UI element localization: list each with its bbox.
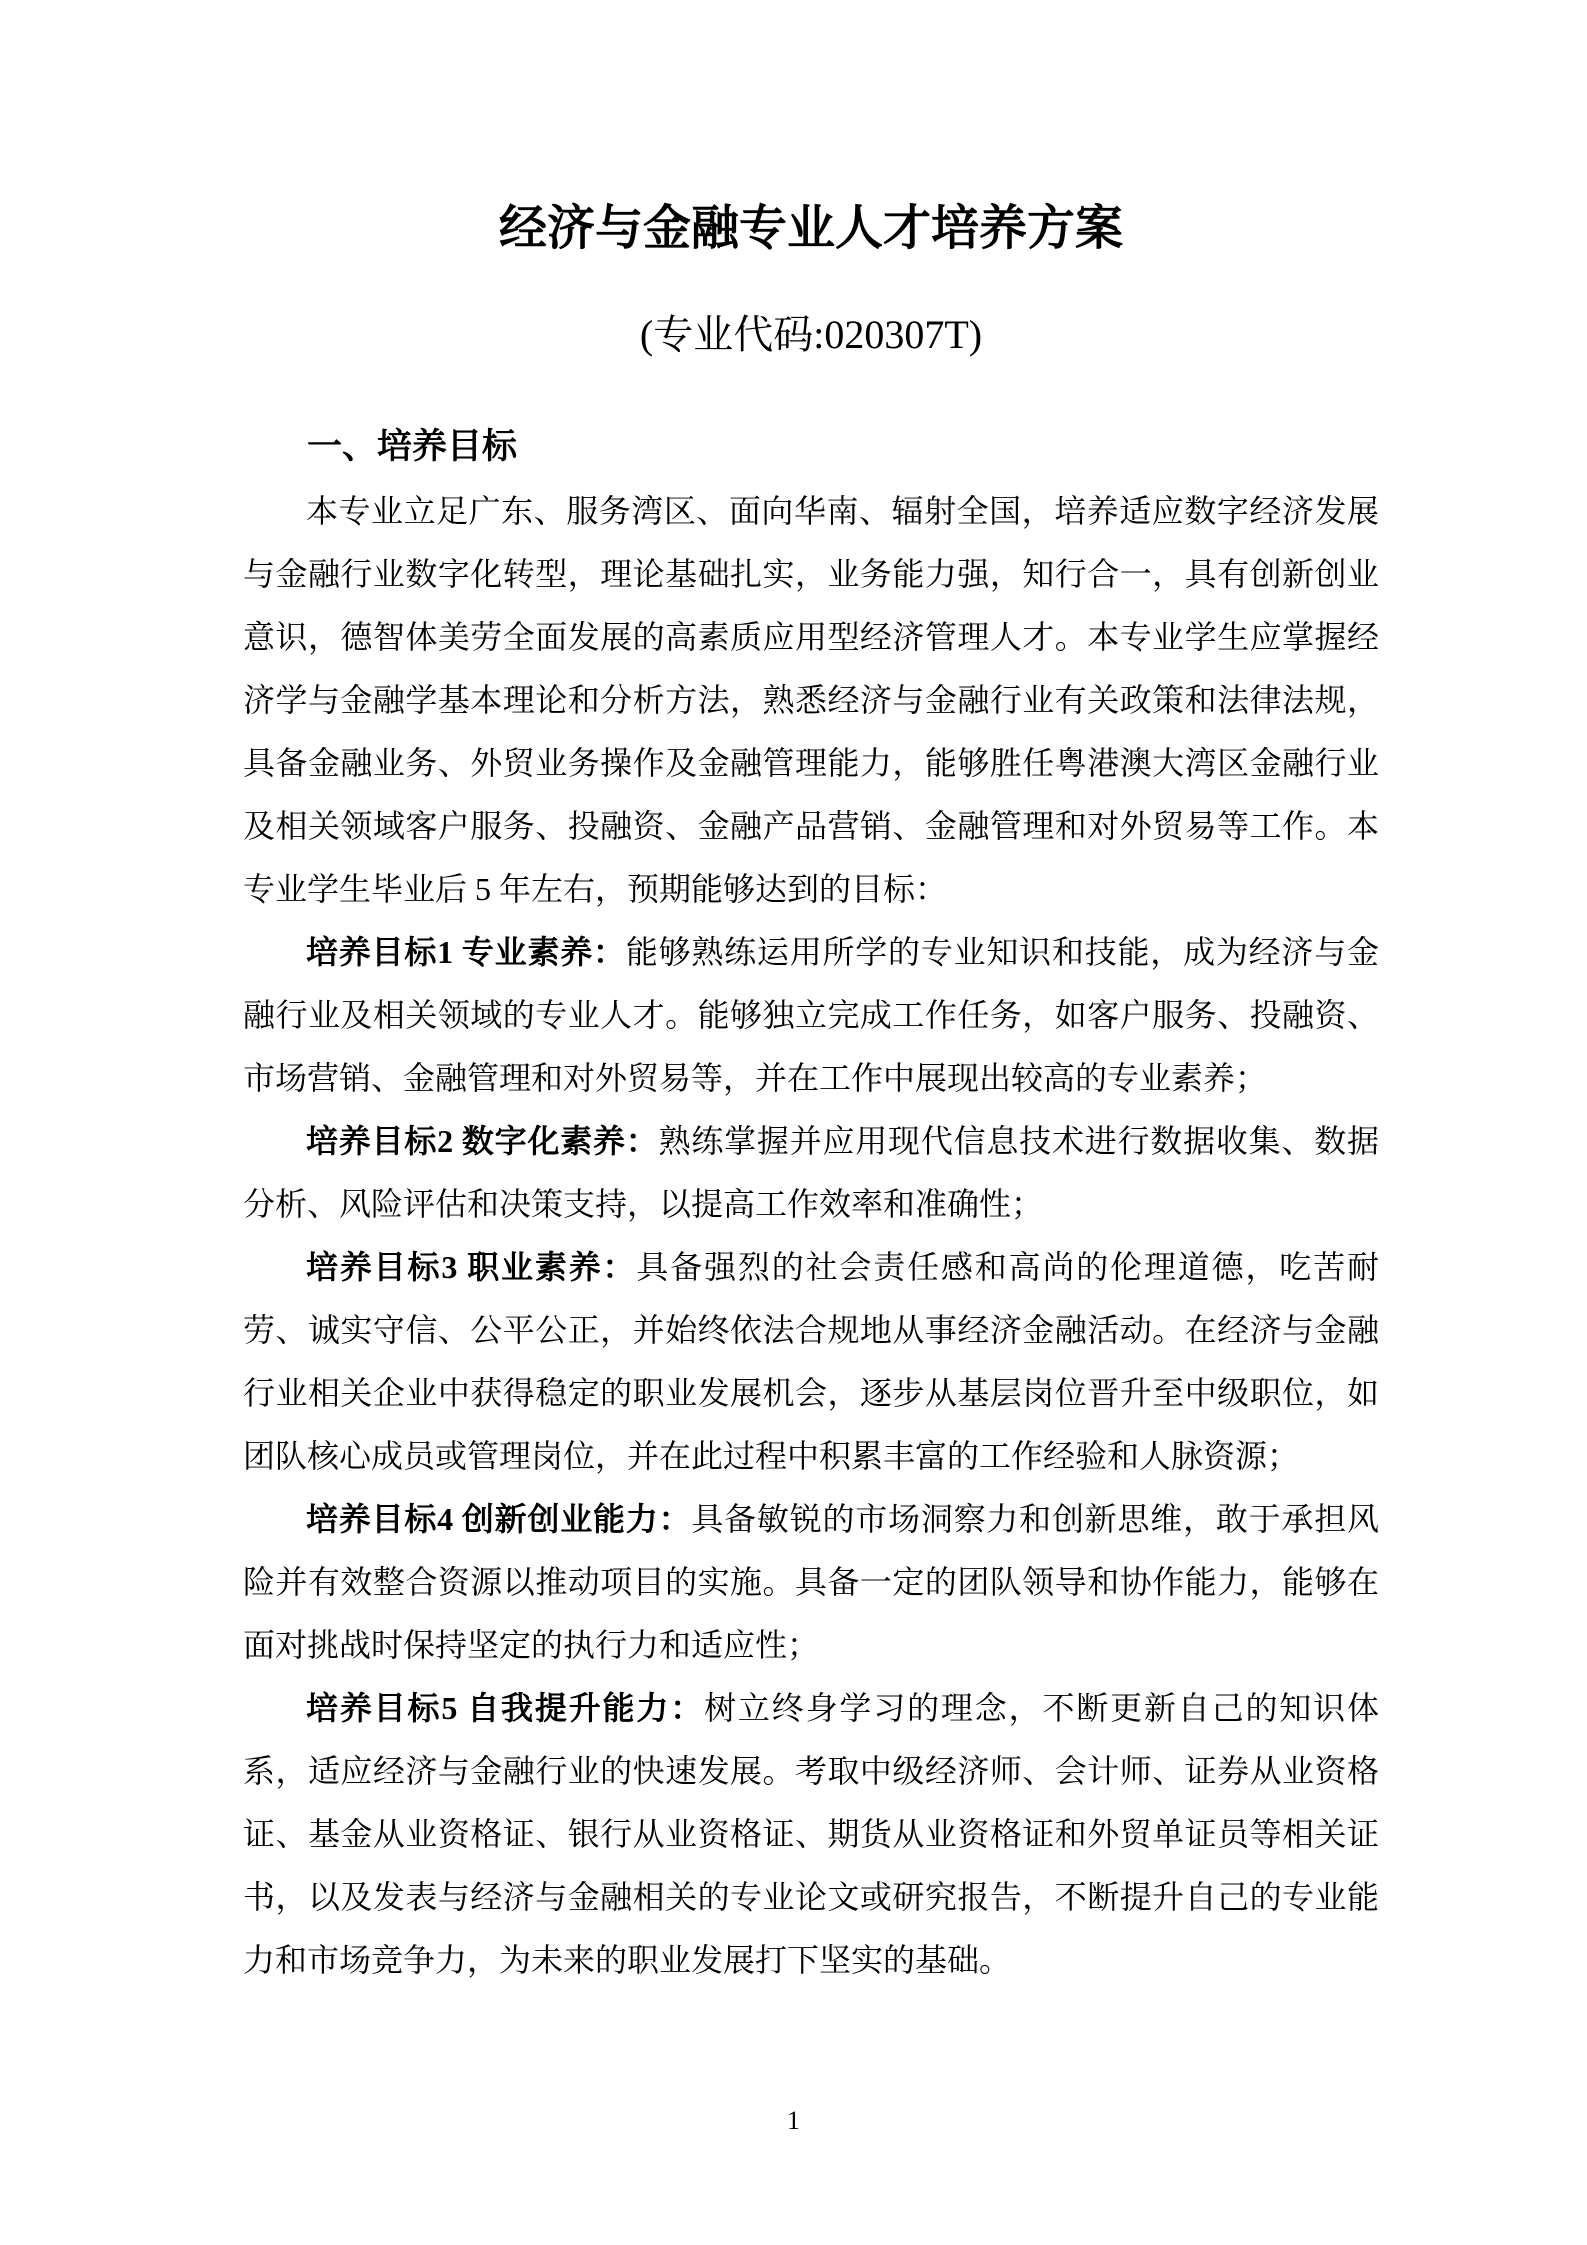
document-content [243, 0, 1379, 1992]
goal-3-text: 具备强烈的社会责任感和高尚的伦理道德，吃苦耐劳、诚实守信、公平公正，并始终依法合规地从事经济金融活动。在经济与金融行业相关企业中获得稳定的职业发展机会，逐步从基层岗位晋升至中级职位，如团队核心成员或管理岗位，并在此过程中积累丰富的工作经验和人脉资源； [243, 1249, 1379, 1474]
goal-1-lead: 培养目标1 专业素养： [306, 934, 626, 970]
intro-paragraph: 本专业立足广东、服务湾区、面向华南、辐射全国，培养适应数字经济发展与金融行业数字化转型，理论基础扎实，业务能力强，知行合一，具有创新创业意识，德智体美劳全面发展的高素质应用型经济管理人才。本专业学生应掌握经济学与金融学基本理论和分析方法，熟悉经济与金融行业有关政策和法律法规，具备金融业务、外贸业务操作及金融管理能力，能够胜任粤港澳大湾区金融行业及相关领域客户服务、投融资、金融产品营销、金融管理和对外贸易等工作。本专业学生毕业后 5 年左右，预期能够达到的目标： [243, 493, 1379, 907]
goal-3-lead: 培养目标3 职业素养： [306, 1249, 637, 1285]
goal-paragraph-1 [243, 921, 1379, 1110]
goal-paragraph-3 [243, 1236, 1379, 1488]
goal-5-text: 树立终身学习的理念，不断更新自己的知识体系，适应经济与金融行业的快速发展。考取中级经济师、会计师、证券从业资格证、基金从业资格证、银行从业资格证、期货从业资格证和外贸单证员等相关证书，以及发表与经济与金融相关的专业论文或研究报告，不断提升自己的专业能力和市场竞争力，为未来的职业发展打下坚实的基础。 [243, 1690, 1379, 1978]
goal-2-text: 熟练掌握并应用现代信息技术进行数据收集、数据分析、风险评估和决策支持，以提高工作效率和准确性； [243, 1123, 1379, 1222]
section-heading-training-objectives: 一、培养目标 [307, 427, 518, 466]
goal-paragraph-4 [243, 1488, 1379, 1677]
goal-4-text: 具备敏锐的市场洞察力和创新思维，敢于承担风险并有效整合资源以推动项目的实施。具备一定的团队领导和协作能力，能够在面对挑战时保持坚定的执行力和适应性； [243, 1501, 1379, 1663]
goal-2-lead: 培养目标2 数字化素养： [306, 1123, 659, 1159]
goal-paragraph-5 [243, 1677, 1379, 1992]
goal-1-text: 能够熟练运用所学的专业知识和技能，成为经济与金融行业及相关领域的专业人才。能够独立完成工作任务，如客户服务、投融资、市场营销、金融管理和对外贸易等，并在工作中展现出较高的专业素养； [243, 934, 1379, 1096]
page-number: 1 [787, 2106, 800, 2135]
goal-4-lead: 培养目标4 创新创业能力： [306, 1501, 692, 1537]
goal-5-lead: 培养目标5 自我提升能力： [306, 1690, 705, 1726]
page-title: 经济与金融专业人才培养方案 [498, 202, 1123, 255]
goal-paragraph-2 [243, 1110, 1379, 1236]
major-code-subtitle: (专业代码:020307T) [639, 312, 983, 357]
